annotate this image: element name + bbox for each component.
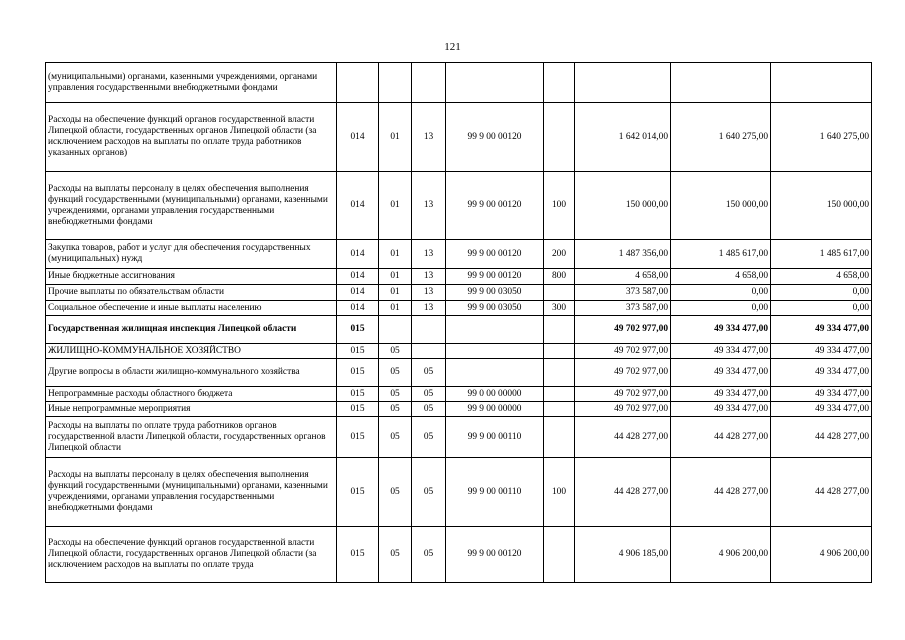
row-name-cell: Прочие выплаты по обязательствам области xyxy=(46,285,337,301)
row-vr-cell xyxy=(544,285,575,301)
row-gr-cell: 015 xyxy=(337,359,379,387)
row-pr-cell: 05 xyxy=(412,387,446,402)
row-sum-1-cell: 4 906 185,00 xyxy=(575,527,671,583)
row-sum-1-cell: 49 702 977,00 xyxy=(575,344,671,359)
row-sum-1-cell: 373 587,00 xyxy=(575,301,671,316)
row-sum-1-cell: 44 428 277,00 xyxy=(575,458,671,527)
row-csr-cell: 99 9 00 00000 xyxy=(446,402,544,417)
row-name-cell: Иные бюджетные ассигнования xyxy=(46,269,337,285)
row-rz-cell: 05 xyxy=(379,417,412,458)
table-row xyxy=(46,344,872,359)
row-sum-2-cell: 44 428 277,00 xyxy=(671,417,771,458)
table-row xyxy=(46,458,872,527)
row-sum-3-cell: 4 906 200,00 xyxy=(771,527,872,583)
row-vr-cell xyxy=(544,344,575,359)
row-sum-1-cell: 49 702 977,00 xyxy=(575,359,671,387)
row-gr-cell: 015 xyxy=(337,344,379,359)
row-name-cell: Социальное обеспечение и иные выплаты населению xyxy=(46,301,337,316)
row-gr-cell xyxy=(337,63,379,103)
row-vr-cell: 200 xyxy=(544,240,575,269)
row-sum-2-cell: 4 906 200,00 xyxy=(671,527,771,583)
row-gr-cell: 014 xyxy=(337,285,379,301)
row-rz-cell: 01 xyxy=(379,285,412,301)
row-csr-cell: 99 9 00 00120 xyxy=(446,527,544,583)
row-sum-2-cell: 4 658,00 xyxy=(671,269,771,285)
budget-table xyxy=(45,62,872,583)
row-rz-cell: 05 xyxy=(379,344,412,359)
page-number: 121 xyxy=(444,41,461,53)
row-rz-cell: 05 xyxy=(379,458,412,527)
table-row xyxy=(46,285,872,301)
row-sum-1-cell: 49 702 977,00 xyxy=(575,316,671,344)
row-gr-cell: 015 xyxy=(337,387,379,402)
row-csr-cell: 99 9 00 00110 xyxy=(446,417,544,458)
row-name-cell: Непрограммные расходы областного бюджета xyxy=(46,387,337,402)
row-sum-3-cell: 49 334 477,00 xyxy=(771,387,872,402)
row-vr-cell: 100 xyxy=(544,172,575,240)
row-csr-cell: 99 9 00 03050 xyxy=(446,285,544,301)
row-sum-1-cell xyxy=(575,63,671,103)
row-sum-2-cell: 1 485 617,00 xyxy=(671,240,771,269)
table-row xyxy=(46,359,872,387)
row-name-cell: (муниципальными) органами, казенными учреждениями, органами управления государственными внебюджетными фондами xyxy=(46,63,337,103)
row-pr-cell xyxy=(412,344,446,359)
row-name-cell: Другие вопросы в области жилищно-коммунального хозяйства xyxy=(46,359,337,387)
row-csr-cell xyxy=(446,359,544,387)
row-rz-cell xyxy=(379,63,412,103)
row-sum-2-cell: 49 334 477,00 xyxy=(671,402,771,417)
row-pr-cell: 05 xyxy=(412,458,446,527)
table-row xyxy=(46,269,872,285)
row-sum-1-cell: 49 702 977,00 xyxy=(575,387,671,402)
row-csr-cell: 99 9 00 03050 xyxy=(446,301,544,316)
row-sum-2-cell: 49 334 477,00 xyxy=(671,387,771,402)
row-name-cell: ЖИЛИЩНО-КОММУНАЛЬНОЕ ХОЗЯЙСТВО xyxy=(46,344,337,359)
row-gr-cell: 015 xyxy=(337,527,379,583)
row-sum-1-cell: 150 000,00 xyxy=(575,172,671,240)
row-name-cell: Иные непрограммные мероприятия xyxy=(46,402,337,417)
row-csr-cell: 99 9 00 00110 xyxy=(446,458,544,527)
row-gr-cell: 014 xyxy=(337,301,379,316)
row-sum-3-cell: 4 658,00 xyxy=(771,269,872,285)
row-sum-2-cell: 150 000,00 xyxy=(671,172,771,240)
row-gr-cell: 015 xyxy=(337,316,379,344)
row-csr-cell xyxy=(446,344,544,359)
row-pr-cell xyxy=(412,63,446,103)
row-pr-cell: 05 xyxy=(412,402,446,417)
row-sum-2-cell: 49 334 477,00 xyxy=(671,359,771,387)
row-vr-cell: 800 xyxy=(544,269,575,285)
table-row xyxy=(46,172,872,240)
row-name-cell: Расходы на обеспечение функций органов государственной власти Липецкой области, государственных органов Липецкой области (за исключением расходов на выплаты по оплате труда xyxy=(46,527,337,583)
row-sum-3-cell: 1 640 275,00 xyxy=(771,103,872,172)
row-gr-cell: 015 xyxy=(337,417,379,458)
row-rz-cell: 05 xyxy=(379,387,412,402)
row-sum-3-cell: 0,00 xyxy=(771,285,872,301)
row-rz-cell: 01 xyxy=(379,172,412,240)
row-pr-cell: 13 xyxy=(412,240,446,269)
row-csr-cell xyxy=(446,63,544,103)
row-sum-3-cell: 1 485 617,00 xyxy=(771,240,872,269)
row-sum-3-cell: 44 428 277,00 xyxy=(771,458,872,527)
row-rz-cell: 05 xyxy=(379,359,412,387)
row-sum-2-cell: 44 428 277,00 xyxy=(671,458,771,527)
row-csr-cell: 99 9 00 00120 xyxy=(446,103,544,172)
row-name-cell: Расходы на выплаты персоналу в целях обеспечения выполнения функций государственными (муниципальными) органами, казенными учреждениями, органами управления государственными внебюджетными фондами xyxy=(46,172,337,240)
row-csr-cell: 99 9 00 00120 xyxy=(446,269,544,285)
row-vr-cell xyxy=(544,63,575,103)
row-sum-3-cell: 44 428 277,00 xyxy=(771,417,872,458)
row-rz-cell: 01 xyxy=(379,301,412,316)
row-pr-cell: 05 xyxy=(412,417,446,458)
row-sum-1-cell: 49 702 977,00 xyxy=(575,402,671,417)
table-row xyxy=(46,387,872,402)
row-sum-2-cell xyxy=(671,63,771,103)
row-sum-1-cell: 373 587,00 xyxy=(575,285,671,301)
row-sum-2-cell: 49 334 477,00 xyxy=(671,316,771,344)
row-vr-cell: 300 xyxy=(544,301,575,316)
row-pr-cell xyxy=(412,316,446,344)
row-csr-cell: 99 9 00 00120 xyxy=(446,172,544,240)
row-pr-cell: 13 xyxy=(412,269,446,285)
row-gr-cell: 015 xyxy=(337,458,379,527)
table-row xyxy=(46,402,872,417)
row-vr-cell xyxy=(544,103,575,172)
row-vr-cell xyxy=(544,359,575,387)
row-sum-3-cell: 49 334 477,00 xyxy=(771,402,872,417)
row-pr-cell: 05 xyxy=(412,527,446,583)
row-name-cell: Расходы на обеспечение функций органов государственной власти Липецкой области, государственных органов Липецкой области (за исключением расходов на выплаты по оплате труда работников указанных органов) xyxy=(46,103,337,172)
row-sum-2-cell: 0,00 xyxy=(671,301,771,316)
row-name-cell: Расходы на выплаты персоналу в целях обеспечения выполнения функций государственными (муниципальными) органами, казенными учреждениями, органами управления государственными внебюджетными фондами xyxy=(46,458,337,527)
row-sum-3-cell: 0,00 xyxy=(771,301,872,316)
row-vr-cell xyxy=(544,402,575,417)
table-row xyxy=(46,417,872,458)
row-gr-cell: 014 xyxy=(337,269,379,285)
table-row xyxy=(46,316,872,344)
row-gr-cell: 014 xyxy=(337,240,379,269)
table-row xyxy=(46,240,872,269)
row-sum-1-cell: 44 428 277,00 xyxy=(575,417,671,458)
row-sum-1-cell: 1 487 356,00 xyxy=(575,240,671,269)
row-sum-3-cell xyxy=(771,63,872,103)
row-gr-cell: 014 xyxy=(337,103,379,172)
row-sum-3-cell: 49 334 477,00 xyxy=(771,359,872,387)
row-pr-cell: 13 xyxy=(412,172,446,240)
table-row xyxy=(46,301,872,316)
row-sum-3-cell: 49 334 477,00 xyxy=(771,316,872,344)
row-vr-cell xyxy=(544,387,575,402)
row-pr-cell: 13 xyxy=(412,103,446,172)
row-sum-1-cell: 1 642 014,00 xyxy=(575,103,671,172)
row-rz-cell xyxy=(379,316,412,344)
row-rz-cell: 01 xyxy=(379,240,412,269)
table-row xyxy=(46,63,872,103)
row-vr-cell xyxy=(544,316,575,344)
row-rz-cell: 05 xyxy=(379,527,412,583)
row-csr-cell xyxy=(446,316,544,344)
row-sum-2-cell: 1 640 275,00 xyxy=(671,103,771,172)
row-gr-cell: 015 xyxy=(337,402,379,417)
row-sum-2-cell: 49 334 477,00 xyxy=(671,344,771,359)
row-rz-cell: 01 xyxy=(379,103,412,172)
table-row xyxy=(46,103,872,172)
row-sum-2-cell: 0,00 xyxy=(671,285,771,301)
row-vr-cell xyxy=(544,417,575,458)
row-sum-3-cell: 150 000,00 xyxy=(771,172,872,240)
row-gr-cell: 014 xyxy=(337,172,379,240)
row-pr-cell: 05 xyxy=(412,359,446,387)
table-row xyxy=(46,527,872,583)
row-pr-cell: 13 xyxy=(412,285,446,301)
row-sum-1-cell: 4 658,00 xyxy=(575,269,671,285)
row-csr-cell: 99 9 00 00120 xyxy=(446,240,544,269)
row-rz-cell: 05 xyxy=(379,402,412,417)
row-sum-3-cell: 49 334 477,00 xyxy=(771,344,872,359)
row-name-cell: Государственная жилищная инспекция Липецкой области xyxy=(46,316,337,344)
row-csr-cell: 99 0 00 00000 xyxy=(446,387,544,402)
row-vr-cell: 100 xyxy=(544,458,575,527)
row-rz-cell: 01 xyxy=(379,269,412,285)
row-pr-cell: 13 xyxy=(412,301,446,316)
row-name-cell: Закупка товаров, работ и услуг для обеспечения государственных (муниципальных) нужд xyxy=(46,240,337,269)
row-name-cell: Расходы на выплаты по оплате труда работников органов государственной власти Липецкой области, государственных органов Липецкой области xyxy=(46,417,337,458)
row-vr-cell xyxy=(544,527,575,583)
